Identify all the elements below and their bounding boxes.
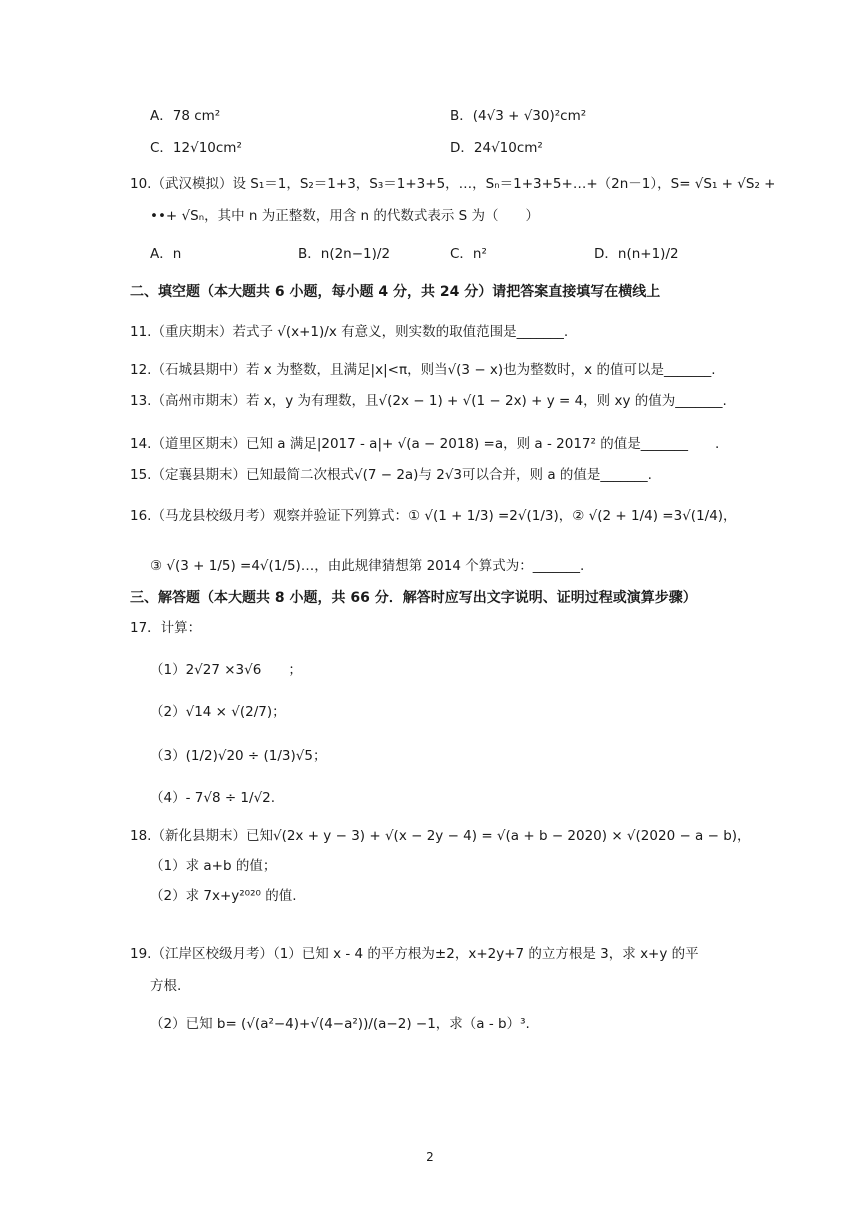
q17-item-4: （4）- 7√8 ÷ 1/√2. — [150, 790, 276, 806]
question-15: 15.（定襄县期末）已知最简二次根式√(7 − 2a)与 2√3可以合并，则 a 的值是_______. — [130, 467, 652, 483]
q10-line-2: ••+ √Sₙ，其中 n 为正整数，用含 n 的代数式表示 S 为（ ） — [150, 208, 540, 224]
q17-item-2: （2）√14 × √(2/7)； — [150, 704, 286, 720]
q9-option-d: D．24√10cm² — [450, 140, 543, 156]
q16-line-1: 16.（马龙县校级月考）观察并验证下列算式：① √(1 + 1/3) =2√(1/3)，② √(2 + 1/4) =3√(1/4)， — [130, 508, 737, 524]
question-11: 11.（重庆期末）若式子 √(x+1)/x 有意义，则实数的取值范围是_______. — [130, 324, 569, 340]
q17-item-3: （3）(1/2)√20 ÷ (1/3)√5； — [150, 748, 327, 764]
question-12: 12.（石城县期中）若 x 为整数，且满足|x|<π，则当√(3 − x)也为整数时，x 的值可以是_______. — [130, 362, 716, 378]
q19-line-2: 方根. — [150, 978, 182, 994]
q10-option-c: C．n² — [450, 246, 487, 262]
q19-line-3: （2）已知 b= (√(a²−4)+√(4−a²))/(a−2) −1，求（a - b）³. — [150, 1016, 530, 1032]
q18-line-1: 18.（新化县期末）已知√(2x + y − 3) + √(x − 2y − 4) = √(a + b − 2020) × √(2020 − a − b)， — [130, 828, 751, 844]
q17-item-1: （1）2√27 ×3√6 ； — [150, 662, 302, 678]
q17-title: 17．计算： — [130, 620, 202, 636]
q16-line-2: ③ √(3 + 1/5) =4√(1/5)…，由此规律猜想第 2014 个算式为：_______. — [150, 558, 585, 574]
q10-line-1: 10.（武汉模拟）设 S₁＝1，S₂＝1+3，S₃＝1+3+5，…，Sₙ＝1+3+5+…+（2n－1），S= √S₁ + √S₂ + — [130, 176, 776, 192]
q9-option-c: C．12√10cm² — [150, 140, 242, 156]
q10-option-a: A．n — [150, 246, 182, 262]
q18-item-1: （1）求 a+b 的值； — [150, 858, 277, 874]
page-number: 2 — [426, 1150, 434, 1164]
section-2-heading: 二、填空题（本大题共 6 小题，每小题 4 分，共 24 分）请把答案直接填写在横线上 — [130, 284, 661, 300]
q10-option-d: D．n(n+1)/2 — [594, 246, 679, 262]
question-14: 14.（道里区期末）已知 a 满足|2017 - a|+ √(a − 2018) =a，则 a - 2017² 的值是_______ . — [130, 436, 720, 452]
q18-item-2: （2）求 7x+y²⁰²⁰ 的值. — [150, 888, 297, 904]
q9-option-b: B．(4√3 + √30)²cm² — [450, 108, 587, 124]
q19-line-1: 19.（江岸区校级月考）（1）已知 x - 4 的平方根为±2，x+2y+7 的立方根是 3，求 x+y 的平 — [130, 946, 699, 962]
q10-option-b: B．n(2n−1)/2 — [298, 246, 391, 262]
section-3-heading: 三、解答题（本大题共 8 小题，共 66 分．解答时应写出文字说明、证明过程或演算步骤） — [130, 590, 697, 606]
question-13: 13.（高州市期末）若 x，y 为有理数，且√(2x − 1) + √(1 − 2x) + y = 4，则 xy 的值为_______. — [130, 393, 727, 409]
q9-option-a: A．78 cm² — [150, 108, 221, 124]
